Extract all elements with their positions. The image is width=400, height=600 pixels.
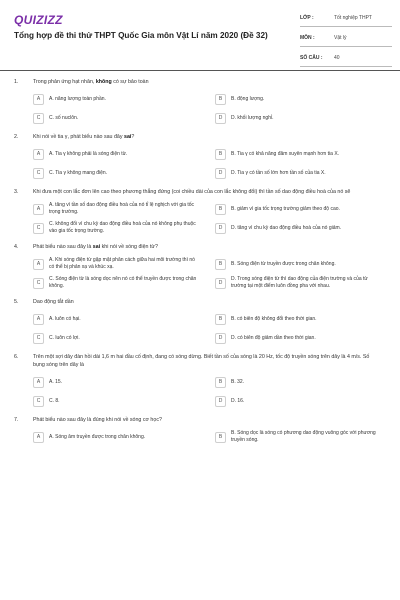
option-text: C. không đổi vì chu kỳ dao động điều hoà của nó không phụ thuộc vào gia tốc trọng trường.	[49, 221, 196, 234]
question-emphasis: sai	[124, 134, 132, 140]
question-item	[0, 416, 400, 444]
answer-options	[33, 430, 400, 444]
question-header	[0, 243, 400, 251]
option-letter-box[interactable]: A	[33, 259, 44, 270]
answer-options	[33, 202, 400, 235]
answer-options	[33, 92, 400, 125]
question-header	[0, 416, 400, 424]
question-text-part: khi nói về sóng điện từ?	[100, 244, 158, 250]
option-letter-box[interactable]: D	[215, 333, 226, 344]
question-text	[33, 78, 378, 86]
question-emphasis: không	[95, 79, 112, 85]
question-item	[0, 78, 400, 125]
option-text: C. số nuclôn.	[49, 114, 79, 121]
option-letter-box[interactable]: A	[33, 432, 44, 443]
option-text: A. Sóng âm truyền được trong chân không.	[49, 433, 146, 440]
question-item	[0, 353, 400, 408]
question-text	[33, 243, 378, 251]
answer-option[interactable]	[33, 331, 213, 345]
meta-label: LỚP :	[300, 15, 314, 21]
answer-option[interactable]	[215, 111, 395, 125]
option-letter-box[interactable]: C	[33, 396, 44, 407]
option-text: B. động lượng.	[231, 95, 265, 102]
question-item	[0, 298, 400, 345]
question-header	[0, 298, 400, 306]
meta-row-question-count	[300, 50, 392, 67]
answer-option[interactable]	[215, 331, 395, 345]
question-text-part: Phát biểu nào sau đây là	[33, 244, 93, 250]
option-text: B. Sóng dọc là sóng có phương dao động vuông góc với phương truyền sóng.	[231, 430, 376, 443]
question-number: 3.	[14, 189, 19, 195]
option-text: A. tăng vì tần số dao động điều hoà của nó tỉ lệ nghịch với gia tốc trọng trường.	[49, 202, 195, 215]
option-text: A. luôn có hại.	[49, 315, 81, 322]
option-letter-box[interactable]: D	[215, 223, 226, 234]
meta-label: SỐ CÂU :	[300, 55, 323, 61]
answer-option[interactable]	[215, 276, 395, 290]
option-letter-box[interactable]: C	[33, 278, 44, 289]
answer-option[interactable]	[33, 147, 213, 161]
option-letter-box[interactable]: D	[215, 113, 226, 124]
option-letter-box[interactable]: B	[215, 149, 226, 160]
question-number: 2.	[14, 134, 19, 140]
question-number: 7.	[14, 417, 19, 423]
answer-options	[33, 147, 400, 180]
option-text: A. Tia γ không phải là sóng điện từ.	[49, 150, 128, 157]
question-text	[33, 353, 378, 369]
question-text	[33, 188, 378, 196]
option-text: D. khối lượng nghỉ.	[231, 114, 274, 121]
question-number: 5.	[14, 299, 19, 305]
option-letter-box[interactable]: B	[215, 204, 226, 215]
question-header	[0, 353, 400, 369]
question-item	[0, 243, 400, 290]
option-text: D. tăng vì chu kỳ dao động điều hoà của nó giảm.	[231, 224, 342, 231]
document-title: Tổng hợp đề thi thử THPT Quốc Gia môn Vật Lí năm 2020 (Đề 32)	[14, 31, 268, 40]
option-letter-box[interactable]: A	[33, 377, 44, 388]
option-text: B. Sóng điện từ truyền được trong chân không.	[231, 260, 336, 267]
meta-value: 40	[334, 55, 340, 61]
meta-label: MÔN :	[300, 35, 315, 41]
option-letter-box[interactable]: C	[33, 223, 44, 234]
answer-options	[33, 257, 400, 290]
option-letter-box[interactable]: B	[215, 259, 226, 270]
option-text: C. 8.	[49, 397, 60, 404]
option-text: C. Sóng điện từ là sóng dọc nên nó có thể truyền được trong chân không.	[49, 276, 197, 289]
answer-option[interactable]	[33, 92, 213, 106]
meta-row-class	[300, 10, 392, 27]
meta-row-subject	[300, 30, 392, 47]
answer-option[interactable]	[33, 276, 213, 290]
option-letter-box[interactable]: D	[215, 168, 226, 179]
question-text-part: ?	[131, 134, 135, 140]
option-letter-box[interactable]: D	[215, 278, 226, 289]
option-text: A. 15.	[49, 378, 63, 385]
answer-option[interactable]	[33, 394, 213, 408]
question-header	[0, 133, 400, 141]
option-text: A. Khi sóng điện từ gặp mặt phân cách giữa hai môi trường thì nó có thể bị phản xạ và khúc xạ.	[49, 257, 195, 270]
answer-option[interactable]	[215, 312, 395, 326]
answer-option[interactable]	[33, 111, 213, 125]
answer-option[interactable]	[33, 430, 213, 444]
answer-option[interactable]	[33, 202, 213, 216]
question-text-part: Trên một sợi dây đàn hồi dài 1,6 m hai đầu cố định, đang có sóng dừng. Biết tần số của sóng là 20 Hz, tốc độ truyền sóng trên dây là 4 m/s. Số bụng sóng trên dây là	[33, 354, 370, 368]
option-letter-box[interactable]: D	[215, 396, 226, 407]
header-divider	[0, 70, 400, 71]
answer-option[interactable]	[215, 221, 395, 235]
answer-option[interactable]	[215, 430, 395, 444]
answer-option[interactable]	[215, 166, 395, 180]
answer-option[interactable]	[33, 312, 213, 326]
option-text: D. 16.	[231, 397, 245, 404]
question-header	[0, 78, 400, 86]
option-letter-box[interactable]: A	[33, 314, 44, 325]
answer-option[interactable]	[215, 375, 395, 389]
answer-option[interactable]	[215, 147, 395, 161]
question-number: 1.	[14, 79, 19, 85]
question-text-part: có sự bảo toàn	[111, 79, 149, 85]
question-text	[33, 133, 378, 141]
meta-value: Tốt nghiệp THPT	[334, 15, 372, 21]
answer-options	[33, 375, 400, 408]
option-text: C. Tia γ không mang điện.	[49, 169, 108, 176]
question-text-part: Khi nói về tia γ, phát biểu nào sau đây	[33, 134, 124, 140]
option-text: B. 32.	[231, 378, 245, 385]
option-text: D. có biên độ giảm dần theo thời gian.	[231, 334, 316, 341]
header	[0, 0, 400, 70]
meta-value: Vật lý	[334, 35, 347, 41]
answer-option[interactable]	[33, 166, 213, 180]
option-text: D. Trong sóng điện từ thì dao động của điện trường và của từ trường tại một điểm luôn đồng pha với nhau.	[231, 276, 368, 289]
question-header	[0, 188, 400, 196]
question-number: 4.	[14, 244, 19, 250]
option-letter-box[interactable]: C	[33, 333, 44, 344]
option-text: B. Tia γ có khả năng đâm xuyên mạnh hơn tia X.	[231, 150, 340, 157]
option-letter-box[interactable]: A	[33, 204, 44, 215]
answer-option[interactable]	[33, 257, 213, 271]
option-letter-box[interactable]: B	[215, 94, 226, 105]
question-text-part: Dao động tắt dần	[33, 299, 74, 305]
question-list	[0, 78, 400, 452]
option-letter-box[interactable]: B	[215, 314, 226, 325]
option-text: B. có biên độ không đổi theo thời gian.	[231, 315, 317, 322]
question-text	[33, 416, 378, 424]
answer-options	[33, 312, 400, 345]
option-letter-box[interactable]: A	[33, 149, 44, 160]
question-text	[33, 298, 378, 306]
question-number: 6.	[14, 354, 19, 360]
answer-option[interactable]	[215, 257, 395, 271]
quizizz-logo: QUIZIZZ	[14, 13, 63, 27]
option-letter-box[interactable]: C	[33, 113, 44, 124]
question-text-part: Trong phản ứng hạt nhân,	[33, 79, 96, 85]
question-text-part: Khi đưa một con lắc đơn lên cao theo phương thẳng đứng (coi chiều dài của con lắc không đổi) thì tần số dao động điều hoà của nó sẽ	[33, 189, 351, 195]
answer-option[interactable]	[215, 92, 395, 106]
option-letter-box[interactable]: B	[215, 377, 226, 388]
question-emphasis: sai	[92, 244, 101, 250]
option-letter-box[interactable]: C	[33, 168, 44, 179]
answer-option[interactable]	[215, 394, 395, 408]
option-letter-box[interactable]: B	[215, 432, 226, 443]
option-text: A. năng lượng toàn phần.	[49, 95, 106, 102]
question-item	[0, 188, 400, 235]
option-text: C. luôn có lợi.	[49, 334, 80, 341]
answer-option[interactable]	[33, 221, 213, 235]
question-item	[0, 133, 400, 180]
option-text: D. Tia γ có tần số lớn hơn tần số của tia X.	[231, 169, 326, 176]
answer-option[interactable]	[215, 202, 395, 216]
meta-box	[300, 10, 392, 70]
answer-option[interactable]	[33, 375, 213, 389]
option-text: B. giảm vì gia tốc trọng trường giảm theo độ cao.	[231, 205, 340, 212]
option-letter-box[interactable]: A	[33, 94, 44, 105]
question-text-part: Phát biểu nào sau đây là đúng khi nói về sóng cơ học?	[33, 417, 162, 423]
